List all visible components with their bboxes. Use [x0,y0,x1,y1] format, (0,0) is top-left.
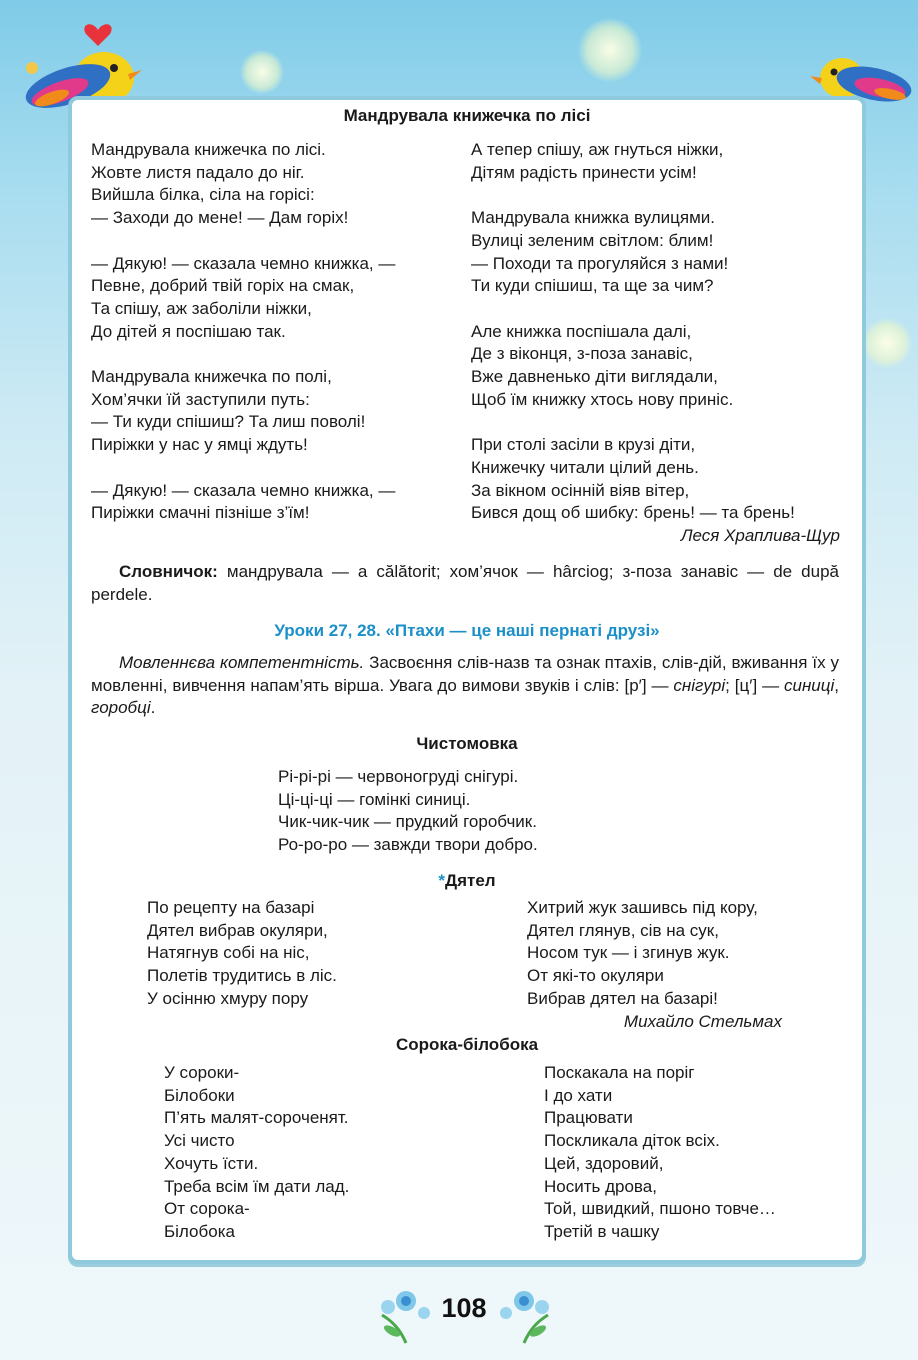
poem-title-text: Дятел [445,871,496,890]
poem-line: Цей, здоровий, [544,1153,664,1173]
poem-line: Та спішу, аж заболіли ніжки, [91,298,312,318]
poem-title: Мандрувала книжечка по лісі [343,106,591,125]
poem-line: — Дякую! — сказала чемно книжка, — [91,253,396,273]
poem-line: Жовте листя падало до ніг. [91,162,305,182]
glossary-text: мандрувала — a călătorit; хом’ячок — hârciog; з-поза занавіс — de după perdele. [91,562,839,604]
example-word: горобці [91,698,151,718]
poem-line: Носом тук — і згинув жук. [527,943,730,963]
sun-bubble [862,318,912,368]
example-word: синиці [784,675,835,695]
poem-line: Білобока [164,1221,235,1241]
poem-line: Пиріжки смачні пізніше з’їм! [91,503,310,523]
glossary-label: Словничок: [119,562,218,581]
poem-line: Де з віконця, з-поза занавіс, [471,344,693,364]
poem-line: Хитрий жук зашивсь під кору, [527,898,758,917]
poem-line: Але книжка поспішала далі, [471,321,692,341]
poem-line: — Дякую! — сказала чемно книжка, — [91,480,396,500]
separator: , [834,675,839,695]
page-number: 108 [441,1293,487,1323]
tongue-twister-title: Чистомовка [416,734,518,753]
poem-line: Пиріжки у нас у ямці ждуть! [91,435,308,455]
poem-line: При столі засіли в крузі діти, [471,435,696,455]
poem-line: Носить дрова, [544,1176,657,1196]
poem-line: Усі чисто [164,1131,235,1151]
tongue-twister-line: Чик-чик-чик — прудкий горобчик. [278,812,537,832]
glossary [91,561,839,606]
poem-line: А тепер спішу, аж гнуться ніжки, [471,140,724,159]
poem-line: Третій в чашку [544,1221,660,1241]
tongue-twister-line: Ці-ці-ці — гомінкі синиці. [278,789,471,809]
poem-line: Певне, добрий твій горіх на смак, [91,276,355,296]
poem-line: До дітей я поспішаю так. [91,321,286,341]
poem-line: Мандрувала книжка вулицями. [471,208,716,228]
poem-line: Працювати [544,1108,633,1128]
poem-line: Мандрувала книжечка по лісі. [91,140,326,159]
poem-author: Леся Храплива-Щур [680,526,840,545]
flower-ornament-right [494,1285,554,1347]
flower-ornament-left [376,1285,436,1347]
poem-line: Мандрувала книжечка по полі, [91,367,332,386]
poem-line: Вже давненько діти виглядали, [471,367,718,386]
sun-bubble [578,18,642,82]
poem-title [68,870,866,893]
poem-line: Вулиці зеленим світлом: блим! [471,230,714,250]
poem-line: Білобоки [164,1085,235,1105]
poem-line: За вікном осінній віяв вітер, [471,480,690,500]
lesson-title: Уроки 27, 28. «Птахи — це наші пернаті друзі» [274,621,660,640]
poem-line: Дітям радість принести усім! [471,162,697,182]
poem-line: Хочуть їсти. [164,1153,259,1173]
lesson-intro [91,652,839,720]
poem-line: Дятел глянув, сів на сук, [527,920,719,940]
poem-line: — Ти куди спішиш? Та лиш поволі! [91,412,366,432]
poem-line: — Походи та прогуляйся з нами! [471,253,729,273]
separator: ; [ц′] — [725,675,784,695]
tongue-twister-line: Рі-рі-рі — червоногруді снігурі. [278,767,519,786]
poem-line: П’ять малят-сороченят. [164,1108,349,1128]
poem-line: Хом’ячки їй заступили путь: [91,389,310,409]
example-word: снігурі [673,675,726,695]
poem-line: Дятел вибрав окуляри, [147,920,328,940]
poem-line: Поскликала діток всіх. [544,1131,720,1151]
poem-line: Треба всім їм дати лад. [164,1176,350,1196]
poem-line: Книжечку читали цілий день. [471,457,699,477]
poem-line: У сороки- [164,1063,240,1082]
poem-line: Поскакала на поріг [544,1063,695,1082]
poem-line: Той, швидкий, пшоно товче… [544,1199,776,1219]
poem-line: Полетів трудитись в ліс. [147,966,337,986]
poem-line: Ти куди спішиш, та ще за чим? [471,276,714,296]
intro-italic: Мовленнєва компетентність. [119,653,365,672]
poem-line: Натягнув собі на ніс, [147,943,310,963]
poem-author: Михайло Стельмах [623,1012,782,1031]
poem-line: Бився дощ об шибку: брень! — та брень! [471,503,795,523]
intro-text: Засвоєння слів-назв та ознак птахів, слів-дій, вживання їх у мовленні, вивчення напам’ять вірша. Увага до вимови звуків і слів: [р′] — [91,653,839,695]
poem-line: Вийшла білка, сіла на горісі: [91,185,315,205]
poem-line: По рецепту на базарі [147,898,315,917]
poem-title: Сорока-білобока [395,1035,539,1054]
poem-line: — Заходи до мене! — Дам горіх! [91,208,349,228]
poem-line: От сорока- [164,1199,250,1219]
sun-bubble [240,50,284,94]
poem-line: У осінню хмуру пору [147,988,309,1008]
poem-line: Вибрав дятел на базарі! [527,988,718,1008]
star-marker: * [438,871,445,890]
poem-line: Щоб їм книжку хтось нову приніс. [471,389,734,409]
tongue-twister-line: Ро-ро-ро — завжди твори добро. [278,835,538,855]
poem-line: І до хати [544,1085,613,1105]
separator: . [150,698,156,718]
poem-line: От які-то окуляри [527,966,664,986]
